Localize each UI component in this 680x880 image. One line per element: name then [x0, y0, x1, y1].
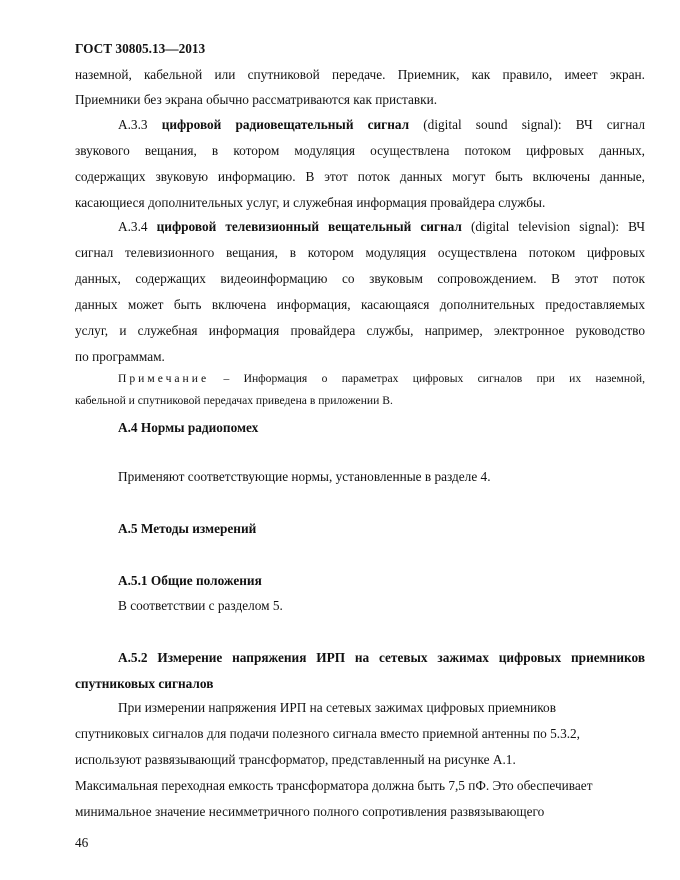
text-line: (digital sound signal): ВЧ сигнал — [409, 117, 645, 132]
defined-term: цифровой телевизионный вещательный сигнал — [156, 219, 462, 234]
heading-line: А.5.2 Измерение напряжения ИРП на сетевых зажимах цифровых приемников — [118, 650, 645, 665]
text-line: Приемники без экрана обычно рассматриваются как приставки. — [75, 92, 438, 107]
section-heading-a52 — [75, 645, 645, 697]
text-line: услуг, и служебная информация провайдера службы, например, электронное руководство — [75, 323, 645, 338]
text-line: Максимальная переходная емкость трансформатора должна быть 7,5 пФ. Это обеспечивает — [75, 778, 593, 793]
text-line: по программам. — [75, 349, 165, 364]
heading-line: спутниковых сигналов — [75, 676, 214, 691]
definition-a34 — [75, 214, 645, 370]
defined-term: цифровой радиовещательный сигнал — [161, 117, 410, 132]
text-line: (digital television signal): ВЧ — [461, 219, 646, 234]
text-line: данных, содержащих видеоинформацию со звуковым сопровождением. В этот поток — [75, 271, 645, 286]
text-line: наземной, кабельной или спутниковой передаче. Приемник, как правило, имеет экран. — [75, 67, 645, 82]
section-text-a51: В соответствии с разделом 5. — [118, 598, 283, 613]
page-number: 46 — [75, 835, 89, 850]
text-line: минимальное значение несимметричного полного сопротивления развязывающего — [75, 804, 545, 819]
text-line: сигнал телевизионного вещания, в котором модуляция осуществлена потоком цифровых — [75, 245, 645, 260]
section-heading-a5: А.5 Методы измерений — [118, 521, 257, 536]
section-heading-a4: А.4 Нормы радиопомех — [118, 420, 259, 435]
section-heading-a51: А.5.1 Общие положения — [118, 573, 262, 588]
intro-paragraph — [75, 62, 645, 112]
text-line: При измерении напряжения ИРП на сетевых зажимах цифровых приемников — [118, 700, 556, 715]
note-dash: – — [209, 372, 244, 385]
section-text-a52 — [75, 695, 645, 825]
clause-number: А.3.4 — [118, 219, 157, 234]
note-block — [75, 368, 645, 412]
text-line: содержащих звуковую информацию. В этот поток данных могут быть включены данные, — [75, 169, 645, 184]
note-label: Примечание — [118, 372, 210, 385]
section-text-a4: Применяют соответствующие нормы, установленные в разделе 4. — [118, 469, 491, 484]
definition-a33 — [75, 112, 645, 216]
text-line: спутниковых сигналов для подачи полезного сигнала вместо приемной антенны по 5.3.2, — [75, 726, 581, 741]
text-line: касающиеся дополнительных услуг, и служебная информация провайдера службы. — [75, 195, 546, 210]
clause-number: А.3.3 — [118, 117, 162, 132]
text-line: кабельной и спутниковой передачах приведена в приложении В. — [75, 394, 393, 407]
text-line: звукового вещания, в котором модуляция осуществлена потоком цифровых данных, — [75, 143, 645, 158]
header-standard: ГОСТ 30805.13—2013 — [75, 41, 206, 56]
text-line: данных может быть включена информация, касающаяся дополнительных предоставляемых — [75, 297, 645, 312]
text-line: используют развязывающий трансформатор, представленный на рисунке А.1. — [75, 752, 516, 767]
text-line: Информация о параметрах цифровых сигналов при их наземной, — [243, 372, 645, 385]
